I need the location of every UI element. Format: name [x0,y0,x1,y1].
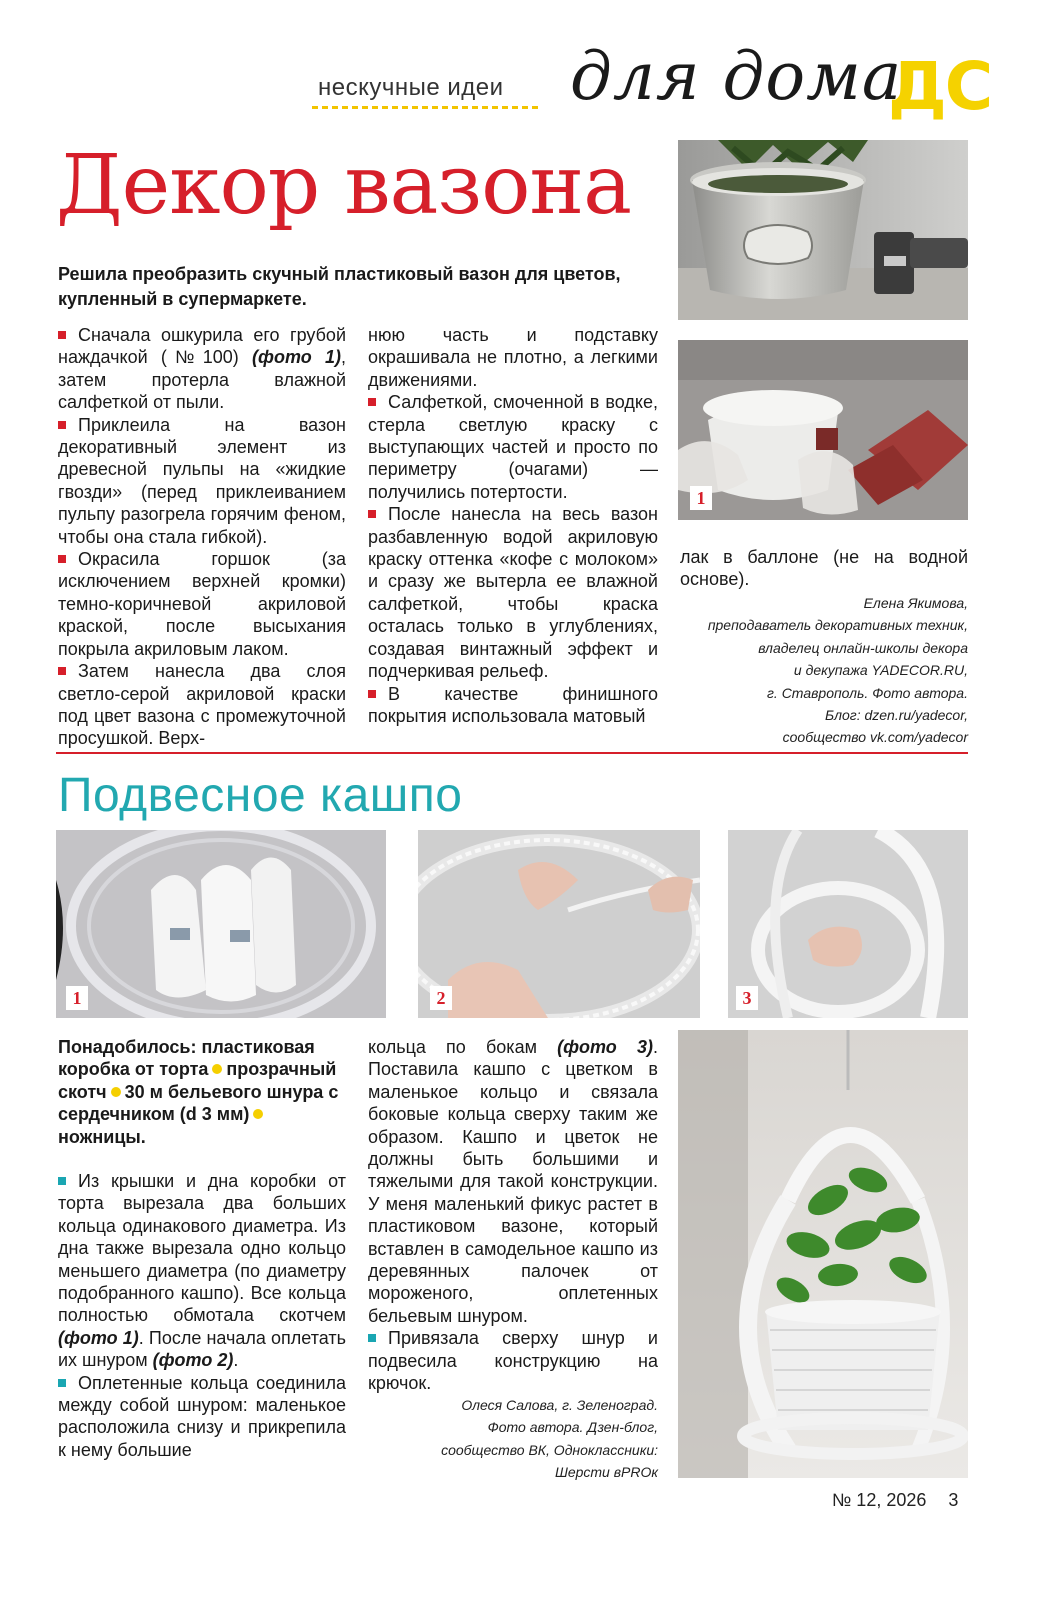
photo-decorated-pot [678,140,968,320]
photo-wrapping-ring [418,830,700,1018]
article-lead: Решила преобразить скучный пластиковый вазон для цветов, купленный в супермаркете. [58,264,621,309]
subtitle-underline [312,106,540,109]
photo-number: 1 [690,486,712,510]
photo-hanging-planter [678,1030,968,1478]
magazine-logo: ДС [888,48,992,125]
article1-column-2: нюю часть и подставку окрашивала не плотно, а легкими движениями. Салфеткой, смоченной в водке, стерла светлую краску с выступающих частей и просто по периметру (очагами) — получились потертости. После нанесла на весь вазон разбавленную водой акриловую краску оттенка «кофе с молоком» и сразу же вытерла ее влажной салфеткой, чтобы краска осталась только в углублениях, создавая винтажный эффект и подчеркивая рельеф. В качестве финишного покрытия использовала матовый [368,325,658,726]
bullet-icon [368,398,376,406]
photo-sanding-pot [678,340,968,520]
bullet-icon [58,555,66,563]
article2-column-2: кольца по бокам (фото 3). Поставила кашпо с цветком в маленькое кольцо и связала боковые кольца сверху таким же образом. Кашпо и цветок не должны быть большими и тяжелыми для такой конструкции. У меня маленький фикус растет в пластиковом вазоне, который вставлен в самодельное кашпо из деревянных палочек от мороженого, оплетенных бельевым шнуром. Привязала сверху шнур и подвесила конструкцию на крючок. [368,1037,658,1394]
bullet-icon [58,331,66,339]
photo-number: 3 [736,986,758,1010]
bullet-icon [368,1334,376,1342]
section-subtitle: нескучные идеи [318,74,504,101]
section-title: для дома [570,38,903,115]
photo-number: 1 [66,986,88,1010]
page-number: 3 [948,1490,959,1510]
article-title: Декор вазона [56,138,632,233]
bullet-icon [58,421,66,429]
photo-materials [56,830,386,1018]
article1-column-3: лак в баллоне (не на водной основе). [680,547,968,590]
issue-number: № 12, 2026 [832,1490,927,1510]
article2-column-1: Из крышки и дна коробки от торта вырезала два больших кольца одинакового диаметра. Из дна также вырезала одно кольцо меньшего диаметра (по диаметру подобранного кашпо). Все кольца полностью обмотала скотчем (фото 1). После начала оплетать их шнуром (фото 2). Оплетенные кольца соединила между собой шнуром: маленькое расположила снизу и прикрепила к нему большие [58,1171,346,1460]
photo-joined-rings [728,830,968,1018]
section-divider [56,752,968,754]
materials-list: Понадобилось: пластиковая коробка от торта прозрачный скотч 30 м бельевого шнура с сердечником (d 3 мм)ножницы. [58,1037,339,1147]
separator-dot-icon [253,1109,263,1119]
article1-credit: Елена Якимова, преподаватель декоративных техник, владелец онлайн-школы декора и декупажа YADECOR.RU, г. Ставрополь. Фото автора. Блог: dzen.ru/yadecor, сообщество vk.com/yadecor [707,595,968,746]
bullet-icon [58,1177,66,1185]
article1-column-1: Сначала ошкурила его грубой наждачкой (№100) (фото 1), затем протерла влажной салфеткой от пыли. Приклеила на вазон декоративный элемент из древесной пульпы на «жидкие гвозди» (перед приклеиванием пульпу разогрела горячим феном, чтобы она стала гибкой). Окрасила горшок (за исключением верхней кромки) темно-коричневой акриловой краской, после высыхания покрыла акриловым лаком. Затем нанесла два слоя светло-серой акриловой краски под цвет вазона с промежуточной просушкой. Верх- [58,325,346,749]
bullet-icon [368,690,376,698]
article-title: Подвесное кашпо [58,769,463,822]
page-footer [832,1490,958,1511]
separator-dot-icon [111,1087,121,1097]
article2-credit: Олеся Салова, г. Зеленоград. Фото автора. Дзен-блог, сообщество ВК, Одноклассники: Шерсти вPROк [441,1397,658,1481]
bullet-icon [368,510,376,518]
photo-number: 2 [430,986,452,1010]
bullet-icon [58,1379,66,1387]
bullet-icon [58,667,66,675]
separator-dot-icon [212,1064,222,1074]
